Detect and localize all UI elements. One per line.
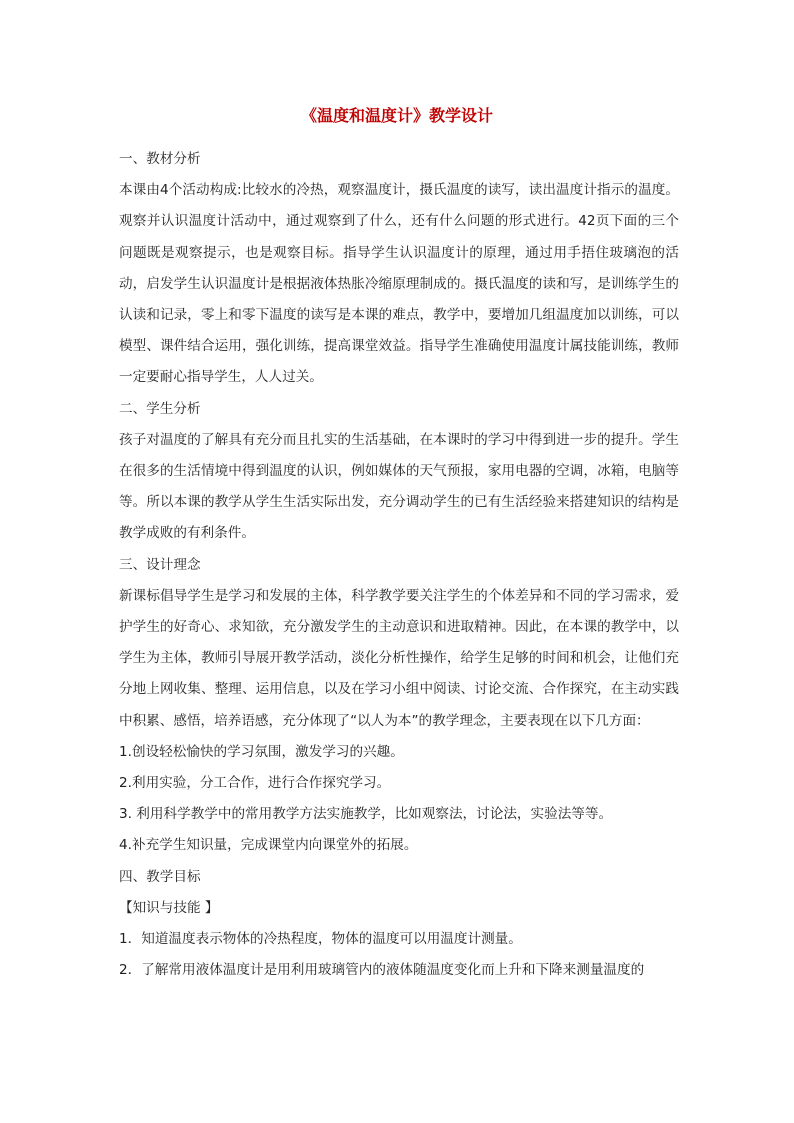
- paragraph-student-analysis: 孩子对温度的了解具有充分而且扎实的生活基础，在本课时的学习中得到进一步的提升。学生在很多的生活情境中得到温度的认识，例如媒体的天气预报，家用电器的空调，冰箱，电脑等等。所以本课的教学从学生生活实际出发，充分调动学生的已有生活经验来搭建知识的结构是教学成败的有利条件。: [119, 431, 679, 542]
- paragraph-design-concept: 新课标倡导学生是学习和发展的主体，科学教学要关注学生的个体差异和不同的学习需求，爱护学生的好奇心、求知欲，充分激发学生的主动意识和进取精神。因此，在本课的教学中，以学生为主体，教师引导展开教学活动，淡化分析性操作，给学生足够的时间和机会，让他们充分地上网收集、整理、运用信息，以及在学习小组中阅读、讨论交流、合作探究，在主动实践中积累、感悟，培养语感，充分体现了“以人为本”的教学理念，主要表现在以下几方面：: [119, 587, 679, 729]
- list-item: 3. 利用科学教学中的常用教学方法实施教学，比如观察法，讨论法，实验法等等。: [119, 806, 613, 823]
- section-heading-design-concept: 三、设计理念: [119, 556, 201, 573]
- paragraph-textbook-analysis: 本课由4个活动构成:比较水的冷热，观察温度计，摄氏温度的读写，读出温度计指示的温度。观察并认识温度计活动中，通过观察到了什么，还有什么问题的形式进行。42页下面的三个问题既是观察提示，也是观察目标。指导学生认识温度计的原理，通过用手捂住玻璃泡的活动，启发学生认识温度计是根据液体热胀冷缩原理制成的。摄氏温度的读和写，是训练学生的认读和记录，零上和零下温度的读写是本课的难点，教学中，要增加几组温度加以训练，可以模型、课件结合运用，强化训练，提高课堂效益。指导学生准确使用温度计属技能训练，教师一定要耐心指导学生，人人过关。: [119, 182, 679, 386]
- list-item: 4.补充学生知识量，完成课堂内向课堂外的拓展。: [119, 837, 418, 854]
- document-body: [119, 144, 679, 986]
- section-heading-textbook-analysis: 一、教材分析: [119, 151, 201, 167]
- subheading-knowledge-skills: 【知识与技能 】: [119, 899, 219, 916]
- document-title: 《温度和温度计》教学设计: [300, 106, 493, 125]
- list-item: 2．了解常用液体温度计是用利用玻璃管内的液体随温度变化而上升和下降来测量温度的: [119, 962, 645, 979]
- section-heading-student-analysis: 二、学生分析: [119, 400, 201, 417]
- list-item: 2.利用实验，分工合作，进行合作探究学习。: [119, 775, 391, 792]
- list-item: 1.创设轻松愉快的学习氛围，激发学习的兴趣。: [119, 743, 404, 760]
- section-heading-teaching-objectives: 四、教学目标: [119, 868, 201, 885]
- list-item: 1．知道温度表示物体的冷热程度，物体的温度可以用温度计测量。: [119, 931, 522, 948]
